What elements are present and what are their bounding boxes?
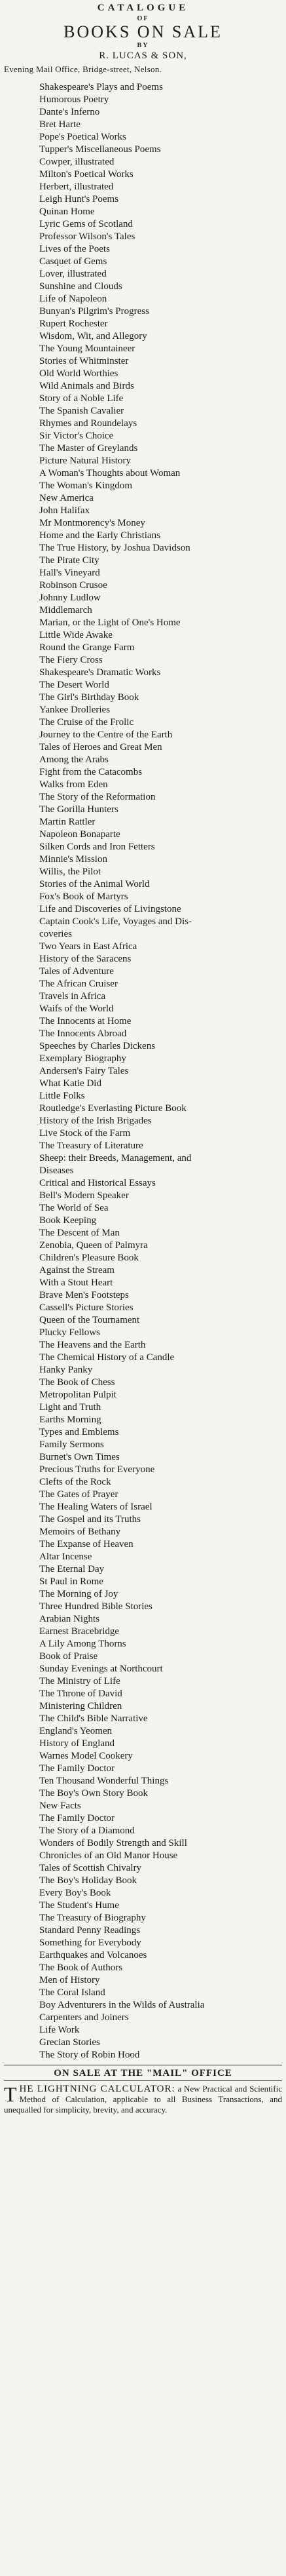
book-list-item: Speeches by Charles Dickens [39, 1041, 156, 1051]
book-list-item: Three Hundred Bible Stories [39, 1601, 152, 1612]
book-list-item: The Girl's Birthday Book [39, 692, 139, 703]
book-list-item: New Facts [39, 1801, 81, 1811]
book-list-item: Little Folks [39, 1091, 85, 1101]
book-list-item: Men of History [39, 1975, 100, 1985]
book-list-item: Ten Thousand Wonderful Things [39, 1776, 169, 1786]
book-list-item: History of England [39, 1738, 115, 1749]
publisher-address: Evening Mail Office, Bridge-street, Nelson. [4, 64, 162, 74]
book-list-item: The Boy's Holiday Book [39, 1875, 137, 1886]
book-list-item: Lover, illustrated [39, 269, 107, 279]
book-list-item: The Child's Bible Narrative [39, 1713, 148, 1724]
book-list-item: Book of Praise [39, 1651, 98, 1662]
book-list-item: The Fiery Cross [39, 655, 103, 665]
book-list-item: Book Keeping [39, 1215, 97, 1226]
book-list-item: Family Sermons [39, 1439, 104, 1450]
book-list-item: Dante's Inferno [39, 107, 100, 117]
book-list-item: The Family Doctor [39, 1813, 115, 1824]
of-label: OF [137, 15, 149, 22]
book-list-item: Round the Grange Farm [39, 642, 135, 653]
book-list-item: Plucky Fellows [39, 1327, 100, 1338]
book-list-item: The Ministry of Life [39, 1676, 120, 1687]
book-list-item: Shakespeare's Dramatic Works [39, 667, 161, 678]
book-list-item: Middlemarch [39, 605, 92, 615]
book-list-item: The Eternal Day [39, 1564, 105, 1574]
book-list-item: Children's Pleasure Book [39, 1253, 139, 1263]
book-list-item: Light and Truth [39, 1402, 101, 1413]
book-list-item: Walks from Eden [39, 779, 108, 790]
book-list-item: The Innocents Abroad [39, 1028, 127, 1039]
book-list-item: The Chemical History of a Candle [39, 1352, 175, 1363]
book-list-item: Among the Arabs [39, 754, 109, 765]
book-list-item: The Pirate City [39, 555, 99, 566]
book-list-item: Exemplary Biography [39, 1053, 126, 1064]
book-list-item: What Katie Did [39, 1078, 101, 1089]
book-list-item: Something for Everybody [39, 1938, 141, 1948]
catalogue-title: CATALOGUE [97, 3, 189, 13]
book-list-item: Two Years in East Africa [39, 941, 137, 952]
book-list-item: The Family Doctor [39, 1763, 115, 1774]
book-list-item: The Coral Island [39, 1987, 105, 1998]
book-list-item: Burnet's Own Times [39, 1452, 120, 1462]
book-list-item: Willis, the Pilot [39, 867, 101, 877]
book-list-item: Humorous Poetry [39, 94, 109, 105]
book-list-item: The Heavens and the Earth [39, 1340, 146, 1350]
book-list-item: Tales of Adventure [39, 966, 114, 977]
book-list-item: The Treasury of Biography [39, 1913, 146, 1923]
book-list-item: Hanky Panky [39, 1365, 93, 1375]
book-list-item: Minnie's Mission [39, 854, 107, 865]
book-list-item: Zenobia, Queen of Palmyra [39, 1240, 148, 1251]
book-list-item: Bell's Modern Speaker [39, 1190, 129, 1201]
book-list-item: The African Cruiser [39, 979, 118, 989]
book-list-item: The Student's Hume [39, 1900, 119, 1911]
book-list-item: Tales of Scottish Chivalry [39, 1863, 142, 1873]
book-list-item: Boy Adventurers in the Wilds of Australia [39, 2000, 205, 2010]
book-list-item: Carpenters and Joiners [39, 2012, 129, 2023]
book-list-item: Herbert, illustrated [39, 182, 114, 192]
book-list-item: Fox's Book of Martyrs [39, 891, 128, 902]
book-list-item: Fight from the Catacombs [39, 767, 143, 777]
book-list-item: The Story of the Reformation [39, 792, 156, 802]
book-list-item: Rupert Rochester [39, 319, 108, 329]
book-list-item: The Expanse of Heaven [39, 1539, 134, 1550]
book-list-item: Captain Cook's Life, Voyages and Dis- [39, 916, 192, 927]
book-list-item: Professor Wilson's Tales [39, 231, 135, 242]
book-list-item: Life of Napoleon [39, 294, 107, 304]
book-list-item: Queen of the Tournament [39, 1315, 140, 1325]
book-list-item: coveries [39, 929, 72, 939]
book-list-item: Chronicles of an Old Manor House [39, 1850, 178, 1861]
book-list-item: Travels in Africa [39, 991, 106, 1002]
book-list-item: Arabian Nights [39, 1614, 100, 1624]
book-list-item: The Desert World [39, 680, 109, 690]
book-list-item: Ministering Children [39, 1701, 122, 1711]
book-list-item: Cowper, illustrated [39, 157, 115, 167]
book-list-item: Cassell's Picture Stories [39, 1302, 134, 1313]
book-list-item: The Cruise of the Frolic [39, 717, 134, 728]
lightning-calculator-ad [4, 2084, 282, 2115]
by-label: BY [137, 42, 149, 49]
book-list-item: Casquet of Gems [39, 256, 107, 267]
book-list-item: Stories of the Animal World [39, 879, 150, 889]
book-list-item: The Master of Greylands [39, 443, 138, 454]
book-list-item: Standard Penny Readings [39, 1925, 141, 1936]
book-list-item: The Spanish Cavalier [39, 406, 124, 416]
book-list-item: Rhymes and Roundelays [39, 418, 137, 429]
calculator-description: a New Practical and Scientific Method of Calculation, applicable to all Business Transactions, and unequalled for simplicity, brevity, and accuracy. [4, 2084, 282, 2115]
book-list-item: Quinan Home [39, 206, 95, 217]
book-list-item: Lives of the Poets [39, 244, 110, 254]
catalogue-header [0, 0, 286, 75]
book-list [0, 81, 286, 2061]
book-list-item: Pope's Poetical Works [39, 132, 126, 142]
footer-heading: ON SALE AT THE "MAIL" OFFICE [54, 2068, 232, 2078]
book-list-item: Sunshine and Clouds [39, 281, 122, 292]
book-list-item: Clefts of the Rock [39, 1477, 111, 1487]
book-list-item: Johnny Ludlow [39, 593, 101, 603]
book-list-item: The Treasury of Literature [39, 1141, 143, 1151]
book-list-item: Critical and Historical Essays [39, 1178, 156, 1188]
book-list-item: The Morning of Joy [39, 1589, 118, 1599]
book-list-item: Routledge's Everlasting Picture Book [39, 1103, 187, 1114]
book-list-item: Stories of Whitminster [39, 356, 129, 366]
book-list-item: Bret Harte [39, 119, 80, 130]
book-list-item: Old World Worthies [39, 368, 118, 379]
book-list-item: Journey to the Centre of the Earth [39, 730, 173, 740]
book-list-item: With a Stout Heart [39, 1278, 113, 1288]
book-list-item: The Story of a Diamond [39, 1825, 135, 1836]
book-list-item: Tales of Heroes and Great Men [39, 742, 162, 752]
book-list-item: Wild Animals and Birds [39, 381, 134, 391]
book-list-item: Robinson Crusoe [39, 580, 107, 591]
book-list-item: The Gospel and its Truths [39, 1514, 141, 1525]
book-list-item: Against the Stream [39, 1265, 115, 1276]
book-list-item: A Woman's Thoughts about Woman [39, 468, 181, 478]
book-list-item: The Gorilla Hunters [39, 804, 118, 815]
book-list-item: The Boy's Own Story Book [39, 1788, 149, 1799]
book-list-item: Leigh Hunt's Poems [39, 194, 119, 205]
book-list-item: Wonders of Bodily Strength and Skill [39, 1838, 187, 1848]
book-list-item: Metropolitan Pulpit [39, 1390, 116, 1400]
book-list-item: Diseases [39, 1165, 74, 1176]
book-list-item: Types and Emblems [39, 1427, 119, 1437]
book-list-item: Little Wide Awake [39, 630, 113, 640]
book-list-item: England's Yeomen [39, 1726, 113, 1736]
book-list-item: Sunday Evenings at Northcourt [39, 1664, 163, 1674]
book-list-item: Earths Morning [39, 1415, 101, 1425]
book-list-item: Napoleon Bonaparte [39, 829, 120, 840]
book-list-item: The Descent of Man [39, 1228, 120, 1238]
book-list-item: Precious Truths for Everyone [39, 1464, 155, 1475]
book-list-item: Warnes Model Cookery [39, 1751, 133, 1761]
book-list-item: The Book of Chess [39, 1377, 115, 1388]
book-list-item: The World of Sea [39, 1203, 109, 1213]
book-list-item: New America [39, 493, 94, 503]
book-list-item: Live Stock of the Farm [39, 1128, 131, 1139]
book-list-item: Yankee Drolleries [39, 705, 111, 715]
book-list-item: Mr Montmorency's Money [39, 518, 145, 528]
book-list-item: Andersen's Fairy Tales [39, 1066, 129, 1076]
book-list-item: The Woman's Kingdom [39, 480, 133, 491]
drop-cap: T [4, 2082, 17, 2106]
book-list-item: Home and the Early Christians [39, 530, 160, 541]
book-list-item: Bunyan's Pilgrim's Progress [39, 306, 149, 317]
book-list-item: Memoirs of Bethany [39, 1527, 121, 1537]
book-list-item: Life and Discoveries of Livingstone [39, 904, 181, 914]
book-list-item: Life Work [39, 2025, 80, 2035]
book-list-item: Marian, or the Light of One's Home [39, 617, 181, 628]
book-list-item: Hall's Vineyard [39, 568, 100, 578]
book-list-item: Wisdom, Wit, and Allegory [39, 331, 147, 342]
book-list-item: Tupper's Miscellaneous Poems [39, 144, 161, 155]
divider [4, 2080, 282, 2081]
book-list-item: Grecian Stories [39, 2037, 100, 2048]
book-list-item: The Story of Robin Hood [39, 2050, 140, 2060]
book-list-item: Shakespeare's Plays and Poems [39, 82, 163, 92]
book-list-item: Story of a Noble Life [39, 393, 124, 404]
books-on-sale-title: BOOKS ON SALE [63, 22, 223, 41]
book-list-item: Picture Natural History [39, 456, 131, 466]
book-list-item: History of the Saracens [39, 954, 132, 964]
book-list-item: Earthquakes and Volcanoes [39, 1950, 147, 1961]
book-list-item: Milton's Poetical Works [39, 169, 134, 180]
book-list-item: The Healing Waters of Israel [39, 1502, 152, 1512]
book-list-item: The Gates of Prayer [39, 1489, 118, 1500]
book-list-item: The True History, by Joshua Davidson [39, 543, 190, 553]
book-list-item: Silken Cords and Iron Fetters [39, 842, 155, 852]
book-list-item: Altar Incense [39, 1551, 92, 1562]
book-list-item: Every Boy's Book [39, 1888, 111, 1898]
book-list-item: The Book of Authors [39, 1962, 123, 1973]
book-list-item: Martin Rattler [39, 817, 96, 827]
book-list-item: John Halifax [39, 505, 90, 516]
book-list-item: Earnest Bracebridge [39, 1626, 120, 1637]
book-list-item: Lyric Gems of Scotland [39, 219, 133, 229]
book-list-item: Sheep: their Breeds, Management, and [39, 1153, 192, 1163]
book-list-item: Waifs of the World [39, 1004, 114, 1014]
book-list-item: The Innocents at Home [39, 1016, 132, 1026]
book-list-item: The Young Mountaineer [39, 343, 135, 354]
book-list-item: A Lily Among Thorns [39, 1639, 126, 1649]
book-list-item: St Paul in Rome [39, 1576, 103, 1587]
calculator-title: HE LIGHTNING CALCULATOR: [19, 2084, 175, 2094]
book-list-item: The Throne of David [39, 1688, 122, 1699]
book-list-item: History of the Irish Brigades [39, 1116, 152, 1126]
book-list-item: Sir Victor's Choice [39, 431, 114, 441]
book-list-item: Brave Men's Footsteps [39, 1290, 129, 1300]
publisher-name: R. LUCAS & SON, [99, 50, 187, 61]
